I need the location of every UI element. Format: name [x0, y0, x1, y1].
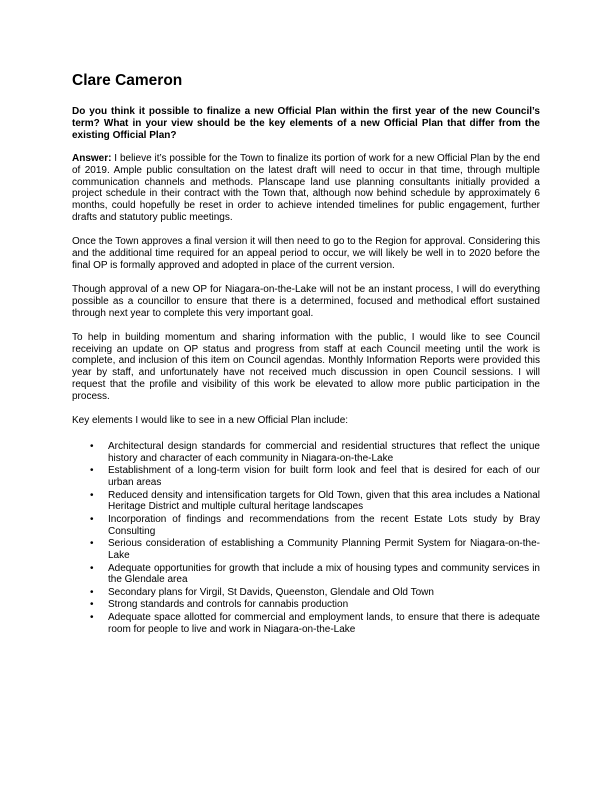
key-elements-list — [72, 441, 540, 636]
bullet-icon: • — [90, 440, 94, 452]
bullet-icon: • — [90, 538, 94, 550]
bullet-icon: • — [90, 599, 94, 611]
bullet-icon: • — [90, 586, 94, 598]
bullet-icon: • — [90, 562, 94, 574]
bullet-icon: • — [90, 611, 94, 623]
list-item — [72, 538, 540, 562]
bullet-icon: • — [90, 489, 94, 501]
question-text: Do you think it possible to finalize a new Official Plan within the first year of the new Council’s term? What in your view should be the key elements of a new Official Plan that differ from the existing Official Plan? — [72, 106, 540, 141]
bullet-icon: • — [90, 513, 94, 525]
list-item-text: Incorporation of findings and recommendations from the recent Estate Lots study by Bray Consulting — [108, 513, 540, 537]
answer-label: Answer: — [72, 152, 112, 164]
list-item-text: Establishment of a long-term vision for built form look and feel that is desired for each of our urban areas — [108, 465, 540, 489]
list-item-text: Architectural design standards for commercial and residential structures that reflect the unique history and character of each community in Niagara-on-the-Lake — [108, 440, 540, 464]
list-item-text: Reduced density and intensification targets for Old Town, given that this area includes a National Heritage District and multiple cultural heritage landscapes — [108, 489, 540, 513]
list-item — [72, 599, 540, 611]
paragraph-region-approval: Once the Town approves a final version it will then need to go to the Region for approval. Considering this and the additional time required for an appeal period to occur, we will likely be well in to 2020 before the final OP is formally approved and adopted in place of the current version. — [72, 236, 540, 271]
answer-intro-text: I believe it’s possible for the Town to finalize its portion of work for a new Official Plan by the end of 2019. Ample public consultation on the latest draft will need to occur in that time, through multiple communication channels and methods. Planscape land use planning consultants initially provided a project schedule in their contract with the Town that, although now behind schedule by approximately 6 months, could hopefully be reset in order to achieve intended timelines for public engagement, further drafts and statutory public meetings. — [72, 152, 540, 224]
list-item-text: Adequate space allotted for commercial and employment lands, to ensure that there is adequate room for people to live and work in Niagara-on-the-Lake — [108, 611, 540, 635]
candidate-name-heading: Clare Cameron — [72, 72, 183, 89]
list-item — [72, 514, 540, 538]
paragraph-councillor-commitment: Though approval of a new OP for Niagara-on-the-Lake will not be an instant process, I will do everything possible as a councillor to ensure that there is a determined, focused and methodical effort sustained through next year to complete this very important goal. — [72, 283, 540, 319]
paragraph-council-updates: To help in building momentum and sharing information with the public, I would like to see Council receiving an update on OP status and progress from staff at each Council meeting until the work is complete, and inclusion of this item on Council agendas. Monthly Information Reports were provided this year by staff, and unfortunately have not received much discussion in open Council sessions. I will request that the profile and visibility of this work be elevated to allow more public participation in the process. — [72, 331, 540, 403]
bullet-icon: • — [90, 465, 94, 477]
list-item-text: Serious consideration of establishing a Community Planning Permit System for Niagara-on-the-Lake — [108, 538, 540, 562]
answer-intro-paragraph — [72, 153, 540, 224]
list-item — [72, 612, 540, 636]
list-item-text: Secondary plans for Virgil, St Davids, Queenston, Glendale and Old Town — [108, 586, 434, 598]
paragraph-key-elements-intro: Key elements I would like to see in a new Official Plan include: — [72, 415, 349, 427]
list-item — [72, 587, 540, 599]
list-item-text: Strong standards and controls for cannabis production — [108, 599, 349, 611]
list-item — [72, 441, 540, 465]
list-item — [72, 563, 540, 587]
document-page — [72, 72, 540, 636]
list-item — [72, 490, 540, 514]
list-item — [72, 465, 540, 489]
list-item-text: Adequate opportunities for growth that include a mix of housing types and community services in the Glendale area — [108, 562, 540, 586]
